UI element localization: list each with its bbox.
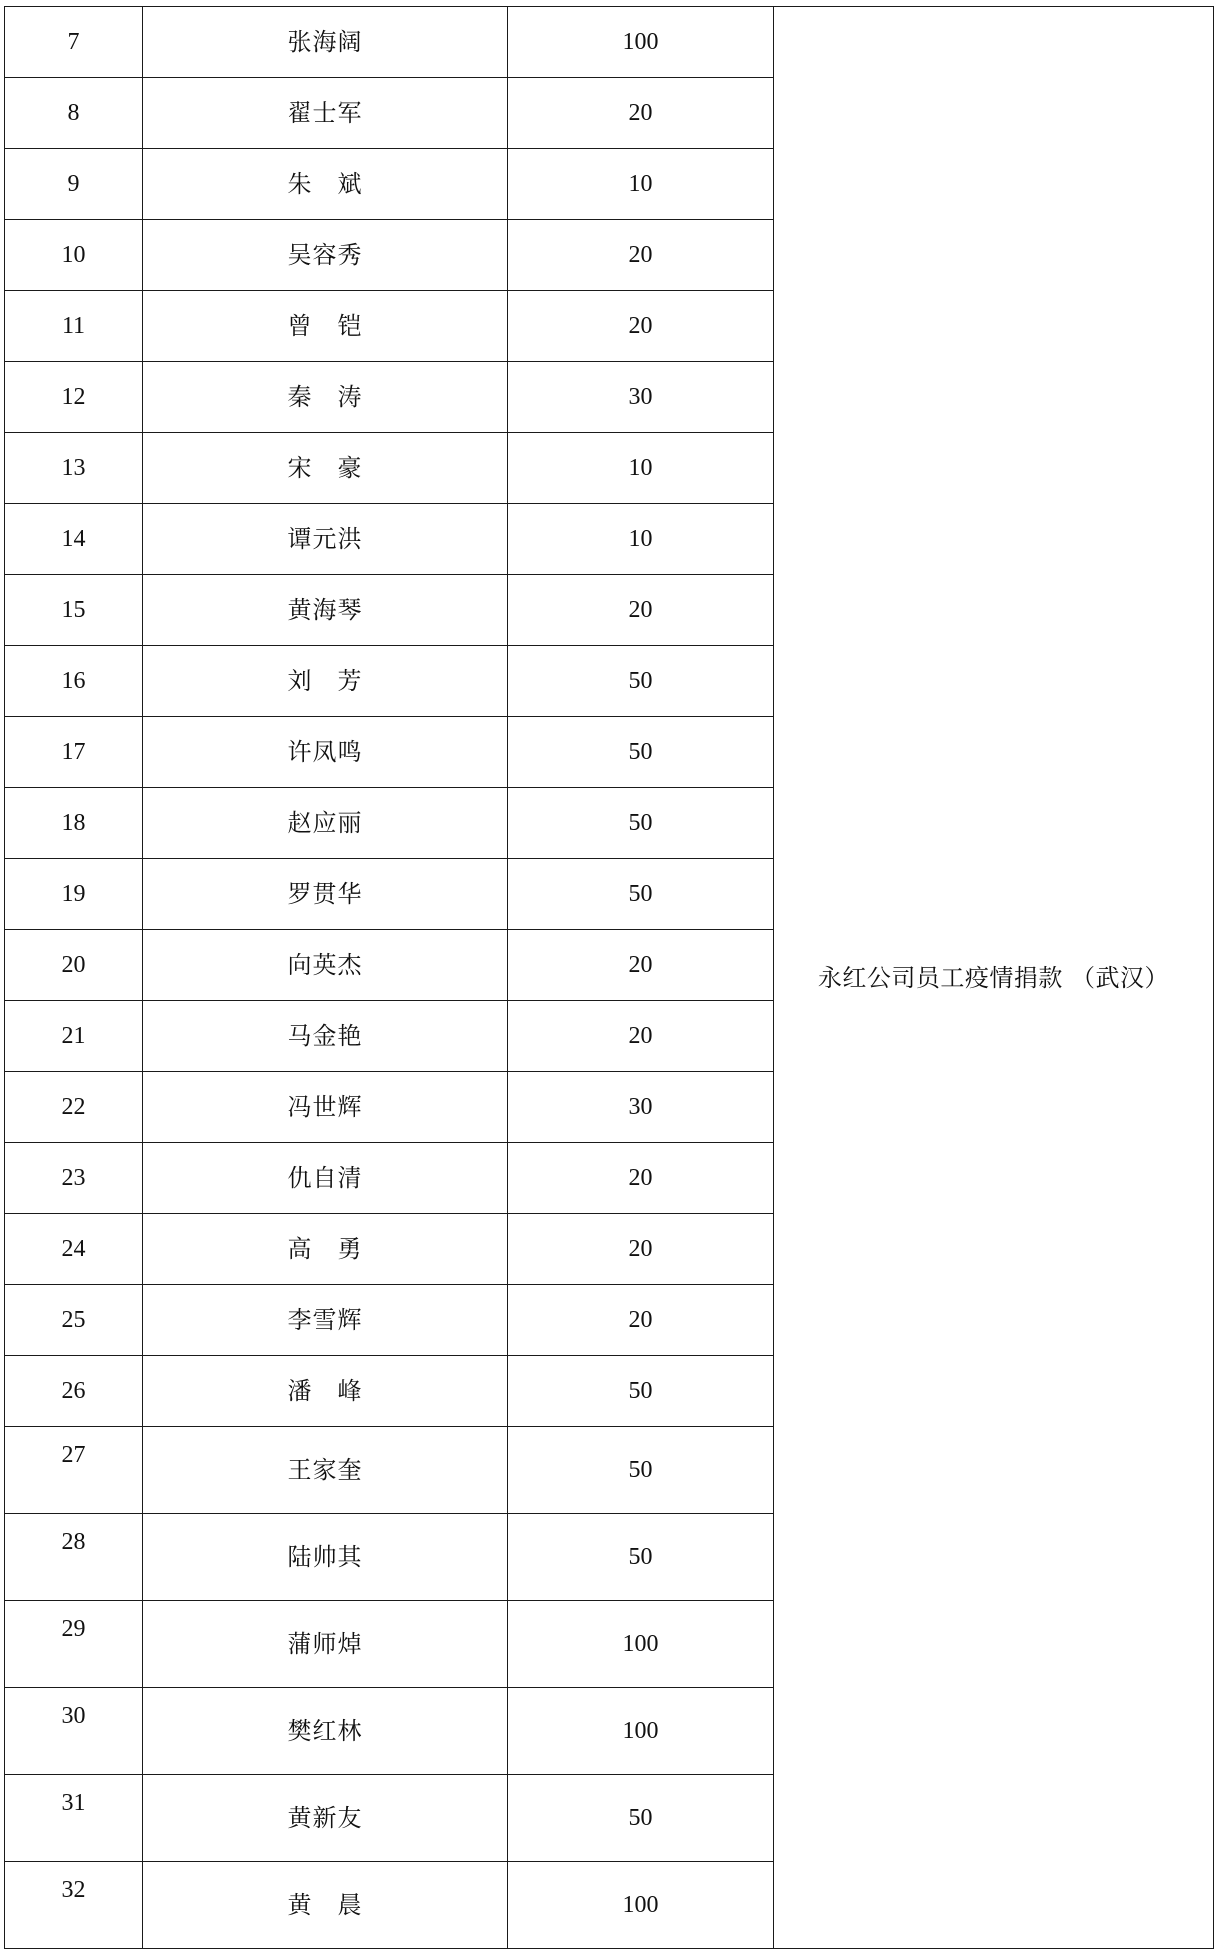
donor-name: 朱 斌 xyxy=(143,149,508,220)
row-number: 27 xyxy=(5,1427,143,1514)
donation-amount: 10 xyxy=(508,433,774,504)
row-number: 21 xyxy=(5,1001,143,1072)
donation-amount: 20 xyxy=(508,575,774,646)
donation-amount: 100 xyxy=(508,1862,774,1949)
row-number: 25 xyxy=(5,1285,143,1356)
donor-name: 赵应丽 xyxy=(143,788,508,859)
row-number: 24 xyxy=(5,1214,143,1285)
donation-amount: 20 xyxy=(508,1143,774,1214)
donor-name: 黄新友 xyxy=(143,1775,508,1862)
row-number: 19 xyxy=(5,859,143,930)
donation-amount: 20 xyxy=(508,1001,774,1072)
donor-name: 秦 涛 xyxy=(143,362,508,433)
donor-name: 冯世辉 xyxy=(143,1072,508,1143)
row-number: 18 xyxy=(5,788,143,859)
donation-amount: 30 xyxy=(508,362,774,433)
donation-amount: 10 xyxy=(508,149,774,220)
donation-amount: 100 xyxy=(508,1688,774,1775)
donation-amount: 50 xyxy=(508,1775,774,1862)
donation-amount: 100 xyxy=(508,7,774,78)
donation-amount: 50 xyxy=(508,1514,774,1601)
donation-amount: 10 xyxy=(508,504,774,575)
table-row xyxy=(5,7,1214,78)
row-number: 31 xyxy=(5,1775,143,1862)
donation-amount: 50 xyxy=(508,788,774,859)
donation-amount: 100 xyxy=(508,1601,774,1688)
donor-name: 吴容秀 xyxy=(143,220,508,291)
donor-name: 谭元洪 xyxy=(143,504,508,575)
donor-name: 罗贯华 xyxy=(143,859,508,930)
row-number: 20 xyxy=(5,930,143,1001)
donor-name: 马金艳 xyxy=(143,1001,508,1072)
donor-name: 王家奎 xyxy=(143,1427,508,1514)
row-number: 15 xyxy=(5,575,143,646)
donor-name: 宋 豪 xyxy=(143,433,508,504)
row-number: 12 xyxy=(5,362,143,433)
donation-amount: 30 xyxy=(508,1072,774,1143)
donation-amount: 50 xyxy=(508,859,774,930)
donor-name: 潘 峰 xyxy=(143,1356,508,1427)
donor-name: 陆帅其 xyxy=(143,1514,508,1601)
donor-name: 高 勇 xyxy=(143,1214,508,1285)
row-number: 32 xyxy=(5,1862,143,1949)
row-number: 28 xyxy=(5,1514,143,1601)
donation-amount: 20 xyxy=(508,78,774,149)
row-number: 16 xyxy=(5,646,143,717)
row-number: 14 xyxy=(5,504,143,575)
donation-amount: 20 xyxy=(508,1214,774,1285)
row-number: 22 xyxy=(5,1072,143,1143)
donor-name: 翟士军 xyxy=(143,78,508,149)
row-number: 7 xyxy=(5,7,143,78)
row-number: 11 xyxy=(5,291,143,362)
donation-amount: 20 xyxy=(508,1285,774,1356)
row-number: 9 xyxy=(5,149,143,220)
donation-note: 永红公司员工疫情捐款 （武汉） xyxy=(774,7,1214,1949)
donation-amount: 50 xyxy=(508,717,774,788)
row-number: 10 xyxy=(5,220,143,291)
donation-amount: 20 xyxy=(508,930,774,1001)
donor-name: 仇自清 xyxy=(143,1143,508,1214)
donation-amount: 50 xyxy=(508,646,774,717)
donation-amount: 50 xyxy=(508,1356,774,1427)
row-number: 23 xyxy=(5,1143,143,1214)
donation-amount: 20 xyxy=(508,220,774,291)
donation-amount: 50 xyxy=(508,1427,774,1514)
donor-name: 黄 晨 xyxy=(143,1862,508,1949)
donor-name: 樊红林 xyxy=(143,1688,508,1775)
donor-name: 黄海琴 xyxy=(143,575,508,646)
donation-table xyxy=(4,6,1214,1949)
donation-amount: 20 xyxy=(508,291,774,362)
row-number: 17 xyxy=(5,717,143,788)
row-number: 30 xyxy=(5,1688,143,1775)
donor-name: 向英杰 xyxy=(143,930,508,1001)
donor-name: 李雪辉 xyxy=(143,1285,508,1356)
row-number: 26 xyxy=(5,1356,143,1427)
donor-name: 蒲师焯 xyxy=(143,1601,508,1688)
row-number: 8 xyxy=(5,78,143,149)
row-number: 29 xyxy=(5,1601,143,1688)
donor-name: 刘 芳 xyxy=(143,646,508,717)
donor-name: 张海阔 xyxy=(143,7,508,78)
row-number: 13 xyxy=(5,433,143,504)
donor-name: 曾 铠 xyxy=(143,291,508,362)
donor-name: 许凤鸣 xyxy=(143,717,508,788)
